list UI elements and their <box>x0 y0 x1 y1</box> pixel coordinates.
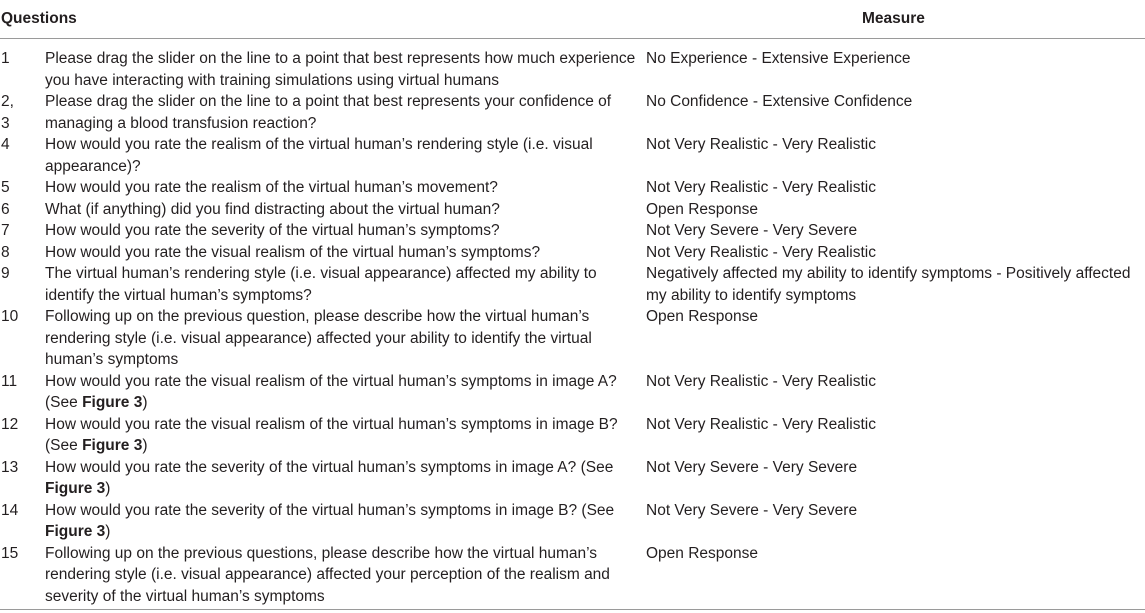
measure-text: No Confidence - Extensive Confidence <box>646 93 913 110</box>
question-text: Following up on the previous questions, please describe how the virtual human’s rendering style (i.e. visual appearance) affected your perception of the realism and severity of the virtual human’s symptoms <box>45 544 610 605</box>
measure-text: Not Very Severe - Very Severe <box>646 458 858 476</box>
question-number: 9 <box>1 265 10 282</box>
table-row <box>0 306 1145 371</box>
figure-reference-link[interactable]: Figure 3 <box>82 394 143 411</box>
measure-text: Not Very Severe - Very Severe <box>646 222 858 239</box>
figure-reference-link[interactable]: Figure 3 <box>82 437 143 454</box>
question-number: 5 <box>1 179 10 196</box>
table-row <box>0 457 1145 500</box>
question-number: 13 <box>1 458 19 476</box>
table-row <box>0 414 1145 457</box>
table-bottom-rule <box>0 609 1145 610</box>
table-row <box>0 220 1145 242</box>
question-text <box>45 371 646 414</box>
question-text-tail: ) <box>142 394 148 411</box>
measure-text: Negatively affected my ability to identify symptoms - Positively affected my ability to identify symptoms <box>646 265 1131 304</box>
question-number: 6 <box>1 200 10 218</box>
question-text: What (if anything) did you find distracting about the virtual human? <box>45 200 500 218</box>
questions-column-header: Questions <box>1 10 77 27</box>
measure-text: Not Very Realistic - Very Realistic <box>646 372 876 390</box>
table-row <box>0 263 1145 306</box>
question-number: 1 <box>1 50 10 67</box>
question-text: Please drag the slider on the line to a point that best represents how much experience you have interacting with training simulations using virtual humans <box>45 50 636 89</box>
question-number: 14 <box>1 501 19 519</box>
question-number: 4 <box>1 136 10 153</box>
question-text: Please drag the slider on the line to a point that best represents your confidence of managing a blood transfusion reaction? <box>45 93 612 132</box>
measure-text: Not Very Realistic - Very Realistic <box>646 243 876 261</box>
table-body <box>0 48 1145 607</box>
measure-text: No Experience - Extensive Experience <box>646 50 911 67</box>
measure-text: Not Very Realistic - Very Realistic <box>646 136 876 153</box>
table-row <box>0 500 1145 543</box>
question-text: The virtual human’s rendering style (i.e. visual appearance) affected my ability to identify the virtual human’s symptoms? <box>45 265 597 304</box>
table-row <box>0 199 1145 221</box>
question-number: 12 <box>1 415 19 433</box>
question-text <box>45 414 646 457</box>
measure-text: Open Response <box>646 200 759 218</box>
table-row <box>0 48 1145 91</box>
question-number: 11 <box>1 372 18 390</box>
question-text: Following up on the previous question, please describe how the virtual human’s rendering style (i.e. visual appearance) affected your ability to identify the virtual human’s symptoms <box>45 308 592 368</box>
measure-text: Not Very Realistic - Very Realistic <box>646 179 876 196</box>
measure-text: Open Response <box>646 308 759 325</box>
figure-reference-link[interactable]: Figure 3 <box>45 480 106 497</box>
question-text-tail: ) <box>142 437 148 454</box>
measure-text: Not Very Severe - Very Severe <box>646 501 858 519</box>
question-number: 7 <box>1 222 10 239</box>
question-text: How would you rate the realism of the virtual human’s movement? <box>45 179 498 196</box>
table-row <box>0 371 1145 414</box>
table-row <box>0 134 1145 177</box>
table-row <box>0 543 1145 608</box>
measure-text: Not Very Realistic - Very Realistic <box>646 415 876 433</box>
question-text-main: How would you rate the visual realism of the virtual human’s symptoms in image A? (See <box>45 372 617 411</box>
figure-reference-link[interactable]: Figure 3 <box>45 523 106 540</box>
question-text-tail: ) <box>105 523 111 540</box>
question-text: How would you rate the severity of the virtual human’s symptoms? <box>45 222 500 239</box>
table-row <box>0 91 1145 134</box>
question-number: 15 <box>1 544 19 562</box>
question-text-main: How would you rate the visual realism of the virtual human’s symptoms in image B? (See <box>45 415 618 454</box>
question-number: 2, 3 <box>1 93 14 132</box>
question-text-main: How would you rate the severity of the virtual human’s symptoms in image A? (See <box>45 458 614 476</box>
question-text-tail: ) <box>105 480 111 497</box>
question-number: 8 <box>1 243 10 261</box>
question-number: 10 <box>1 308 19 325</box>
table-header <box>0 0 1145 39</box>
table-row <box>0 177 1145 199</box>
question-text <box>45 500 646 543</box>
measure-column-header: Measure <box>862 10 925 27</box>
question-text-main: How would you rate the severity of the virtual human’s symptoms in image B? (See <box>45 501 615 519</box>
question-text: How would you rate the realism of the virtual human’s rendering style (i.e. visual appearance)? <box>45 136 593 175</box>
table-row <box>0 242 1145 264</box>
question-text: How would you rate the visual realism of the virtual human’s symptoms? <box>45 243 541 261</box>
question-text <box>45 457 646 500</box>
measure-text: Open Response <box>646 544 759 562</box>
